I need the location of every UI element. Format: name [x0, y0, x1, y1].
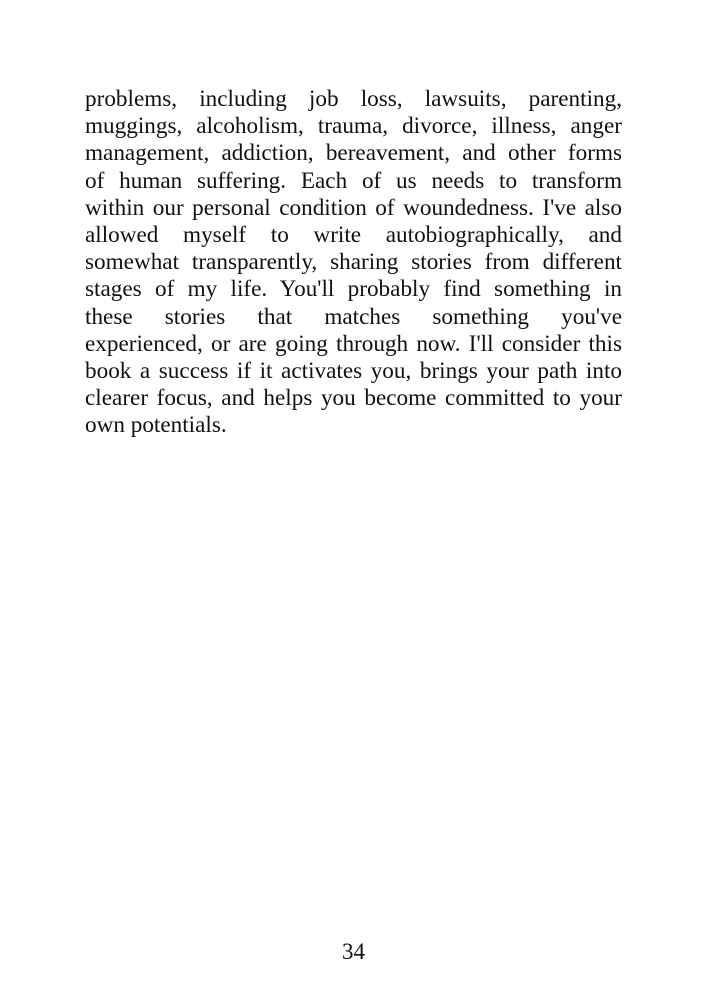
- paragraph-line: own potentials.: [85, 412, 227, 439]
- page-number: 34: [342, 939, 365, 964]
- body-paragraph: [85, 86, 622, 440]
- paragraph-line: book a success if it activates you, brings your path into: [85, 358, 622, 385]
- paragraph-line: stages of my life. You'll probably find something in: [85, 276, 622, 303]
- paragraph-line: management, addiction, bereavement, and other forms: [85, 140, 622, 167]
- paragraph-line: somewhat transparently, sharing stories from different: [85, 249, 622, 276]
- paragraph-line: of human suffering. Each of us needs to transform: [85, 167, 622, 194]
- paragraph-line: clearer focus, and helps you become committed to your: [85, 385, 622, 412]
- paragraph-line: experienced, or are going through now. I'll consider this: [85, 330, 622, 357]
- paragraph-line: allowed myself to write autobiographically, and: [85, 222, 622, 249]
- paragraph-line: problems, including job loss, lawsuits, parenting,: [85, 86, 622, 112]
- paragraph-line: these stories that matches something you've: [85, 303, 622, 330]
- paragraph-line: within our personal condition of woundedness. I've also: [85, 194, 622, 221]
- paragraph-line: muggings, alcoholism, trauma, divorce, illness, anger: [85, 113, 622, 140]
